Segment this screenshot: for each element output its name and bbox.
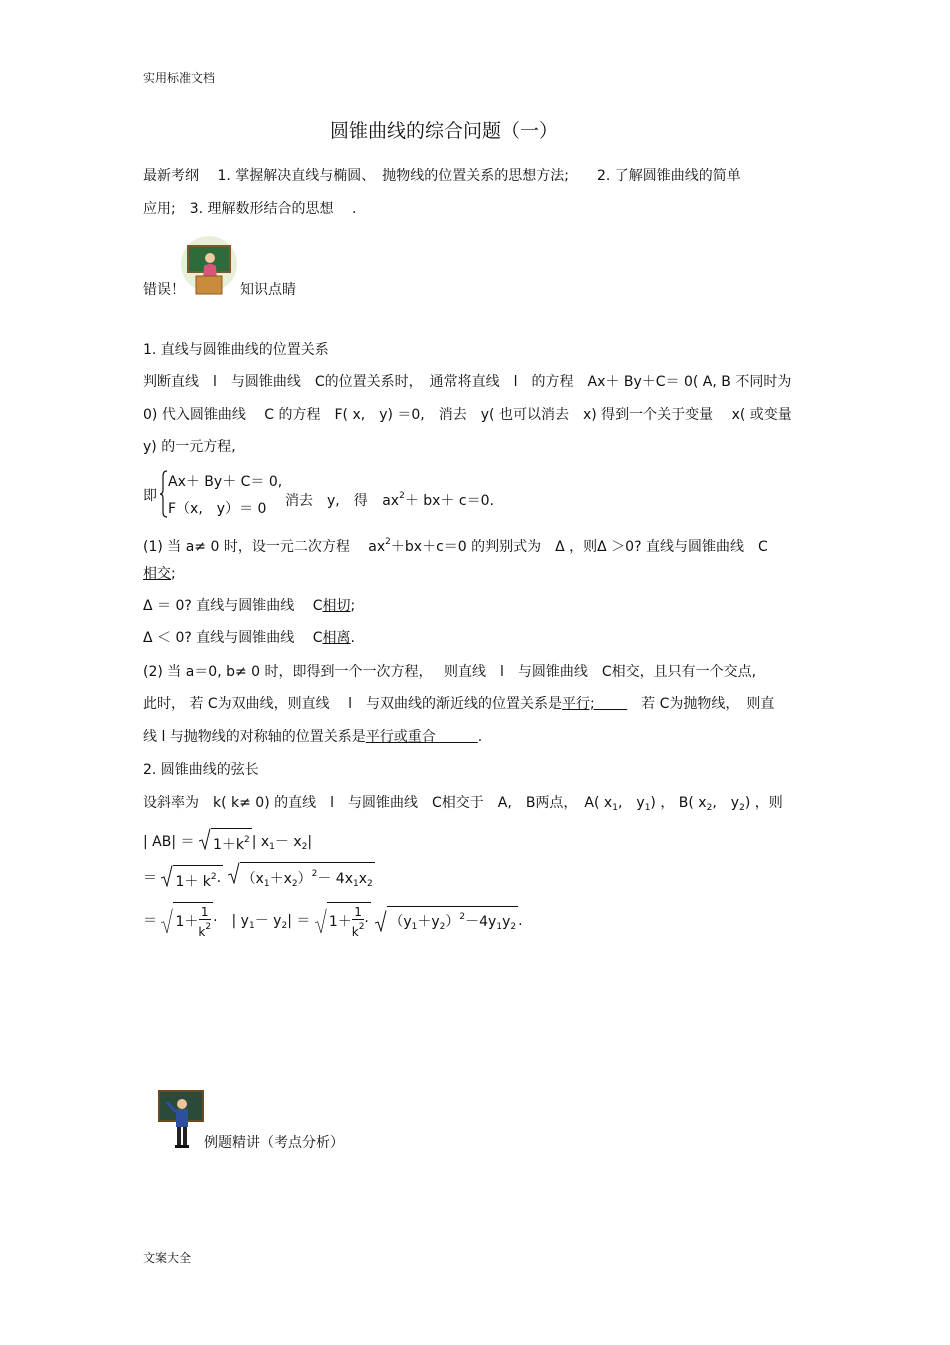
- lecturer-icon: [158, 1090, 204, 1150]
- f3-den2-k: k: [351, 924, 359, 939]
- f3-radical-3-body: [387, 906, 518, 937]
- section2-heading: 2. 圆锥曲线的弦长: [143, 762, 259, 778]
- knowledge-heading: 知识点睛: [240, 282, 296, 298]
- f1-radical: [199, 828, 252, 856]
- system-eq-2: F（x, y）＝ 0: [168, 501, 267, 517]
- f2-r2-sub1: 1: [263, 879, 270, 889]
- teacher-icon: [180, 236, 238, 296]
- outline-line-1: 最新考纲 1. 掌握解决直线与椭圆、 抛物线的位置关系的思想方法; 2. 了解圆锥曲线的简单: [143, 168, 741, 184]
- f3-frac2-den: [352, 920, 365, 939]
- case2-line: [143, 596, 355, 616]
- f2-r2-sup: 2: [311, 869, 318, 879]
- f2-r2a: （x: [241, 871, 264, 887]
- f3-one2: 1＋: [328, 913, 352, 930]
- f3-r3a: （y: [389, 913, 412, 930]
- example-heading: 例题精讲（考点分析）: [204, 1135, 344, 1151]
- f2-r2b: ＋x: [269, 871, 292, 887]
- f3-dot: ·: [364, 913, 369, 930]
- case2-part-a: Δ ＝ 0? 直线与圆锥曲线 C: [143, 598, 323, 614]
- f3-radical-1-body: [173, 902, 213, 940]
- case4-b-text: 此时， 若 C为双曲线，则直线 l 与双曲线的渐近线的位置关系是: [143, 696, 563, 712]
- f1-tail-a: | x: [251, 834, 270, 850]
- case4-b-answer: 平行;: [562, 696, 628, 712]
- case3-answer: 相离: [322, 630, 351, 646]
- f3-radical-2-body: [327, 902, 371, 940]
- s2p1-a: 设斜率为 k( k≠ 0) 的直线 l 与圆锥曲线 C相交于 A, B两点， A( x: [143, 795, 613, 811]
- chord-formula-3: [143, 902, 523, 944]
- f2-dot: ·: [216, 873, 222, 890]
- f3-r3e: y: [502, 913, 511, 930]
- case1-answer: 相交: [143, 566, 171, 582]
- f1-tail-c: |: [307, 834, 313, 850]
- s2p1-b: , y: [617, 795, 645, 811]
- f3-sub2: 2: [281, 921, 288, 931]
- case3-part-a: Δ ＜ 0? 直线与圆锥曲线 C: [143, 630, 323, 646]
- f3-frac2-num: 1: [354, 904, 362, 919]
- case3-tail: .: [350, 630, 355, 646]
- f2-r2d: － 4x: [317, 871, 354, 887]
- f3-sub1: 1: [248, 921, 255, 931]
- radical-sign-icon: [161, 902, 173, 940]
- f3-r3-sub1: 1: [411, 921, 418, 932]
- radical-sign-icon: [199, 828, 211, 850]
- case2-answer: 相切: [322, 598, 351, 614]
- f2-radical-1-body: [173, 865, 223, 893]
- ji-label: 即: [143, 488, 157, 504]
- case4-c-tail: .: [477, 729, 483, 745]
- f3-eq: ＝: [143, 913, 157, 929]
- case4-line-a: (2) 当 a＝0, b≠ 0 时，即得到一个一次方程， 则直线 l 与圆锥曲线 C相交，且只有一个交点,: [143, 664, 757, 680]
- chord-formula-1: [143, 828, 312, 858]
- f2-rad1-text: 1＋ k: [175, 873, 211, 890]
- f3-frac-1: [198, 905, 211, 939]
- case4-line-b: [143, 694, 774, 714]
- case1-part-b: ＋bx＋c＝0 的判别式为 Δ ，则Δ ＞0? 直线与圆锥曲线 C: [390, 539, 768, 555]
- f3-den2-sup: 2: [358, 921, 365, 932]
- section1-heading: 1. 直线与圆锥曲线的位置关系: [143, 342, 329, 358]
- case4-b-text2: 若 C为抛物线， 则直: [627, 696, 775, 712]
- f1-radical-body: [211, 828, 252, 856]
- case4-line-c: [143, 727, 482, 747]
- section2-p1: [143, 793, 783, 818]
- section1-p2: 0) 代入圆锥曲线 C 的方程 F( x, y) ＝0, 消去 y( 也可以消去 x) 得到一个关于变量 x( 或变量: [143, 407, 792, 423]
- f2-radical-1: [161, 865, 223, 893]
- f2-r2-sub3: 1: [353, 879, 359, 889]
- f3-r3c: ）: [445, 913, 460, 930]
- f3-frac-num: 1: [200, 904, 209, 919]
- page-title: 圆锥曲线的综合问题（一）: [330, 120, 559, 142]
- s2p1-sub3: 2: [706, 803, 713, 813]
- case4-c-text: 线 l 与抛物线的对称轴的位置关系是: [143, 729, 366, 745]
- f3-r3b: ＋y: [417, 913, 440, 930]
- f1-sub1: 1: [269, 842, 275, 852]
- case1-tail: ;: [171, 566, 176, 582]
- f2-eq: ＝: [143, 870, 157, 887]
- section1-p3: y) 的一元方程,: [143, 439, 236, 455]
- knowledge-error-label: 错误！: [143, 282, 185, 298]
- eliminate-label: 消去 y, 得: [285, 493, 368, 509]
- s2p1-sub2: 1: [644, 803, 651, 813]
- page-header: 实用标准文档: [143, 71, 216, 85]
- f3-frac-2: [352, 905, 365, 939]
- f1-sub2: 2: [301, 842, 308, 852]
- f2-r2e: x: [358, 871, 368, 887]
- f3-radical-3: [375, 906, 518, 937]
- f3-den-k: k: [198, 924, 206, 939]
- system-eq-1: Ax＋ By＋ C＝ 0,: [168, 474, 283, 490]
- f1-tail-b: － x: [274, 834, 302, 850]
- f2-r2c: ）: [297, 871, 312, 887]
- f1-rad-sup: 2: [243, 835, 250, 845]
- case1-result: [143, 564, 176, 584]
- eliminate-text: [285, 486, 494, 511]
- case1-part-a: (1) 当 a≠ 0 时，设一元二次方程 ax: [143, 539, 386, 555]
- f3-radical-1: [161, 902, 213, 940]
- radical-sign-icon: [315, 902, 327, 940]
- f3-r3d: －4y: [465, 913, 497, 930]
- f3-one: 1＋: [175, 913, 199, 930]
- f3-frac-den: [198, 920, 211, 939]
- f3-end: .: [518, 913, 523, 929]
- quad-sup: 2: [399, 491, 405, 501]
- f2-r2-sub4: 2: [367, 879, 373, 889]
- f3-radical-2: [315, 902, 371, 940]
- f3-den-sup: 2: [205, 921, 212, 932]
- f2-radical-2-body: [240, 862, 375, 895]
- s2p1-sub1: 1: [612, 803, 618, 813]
- f2-r2-sub2: 2: [291, 879, 298, 889]
- f1-lhs: | AB| ＝: [143, 834, 195, 850]
- case1-sup: 2: [385, 537, 391, 547]
- s2p1-d: , y: [712, 795, 740, 811]
- chord-formula-2: [143, 862, 375, 895]
- f3-mid-a: · | y: [213, 913, 249, 929]
- s2p1-e: ) ，则: [744, 795, 783, 811]
- quad-ax: ax: [382, 493, 400, 509]
- s2p1-sub4: 2: [739, 803, 745, 813]
- f3-mid-b: － y: [254, 913, 282, 929]
- quad-rest: ＋ bx＋ c＝0.: [404, 493, 494, 509]
- case4-c-answer: 平行或重合: [365, 729, 478, 745]
- radical-sign-icon: [375, 910, 387, 932]
- f3-mid-c: | ＝: [287, 913, 311, 929]
- outline-line-2: 应用; 3. 理解数形结合的思想 .: [143, 201, 357, 217]
- case3-line: [143, 628, 355, 648]
- case2-tail: ;: [350, 598, 356, 614]
- f3-r3-sub4: 2: [510, 921, 517, 932]
- page-footer: 文案大全: [143, 1251, 192, 1265]
- f1-rad-text: 1＋k: [212, 837, 244, 853]
- s2p1-c: ) ， B( x: [650, 795, 707, 811]
- f3-r3-sup: 2: [459, 911, 466, 922]
- case1-line: [143, 532, 768, 557]
- f3-r3-sub3: 1: [496, 921, 503, 932]
- f2-rad1-sup: 2: [210, 871, 217, 882]
- radical-sign-icon: [161, 865, 173, 887]
- left-brace: [160, 470, 168, 518]
- section1-p1: 判断直线 l 与圆锥曲线 C的位置关系时， 通常将直线 l 的方程 Ax＋ By＋C＝ 0( A, B 不同时为: [143, 374, 792, 390]
- f2-radical-2: [228, 862, 375, 895]
- radical-sign-icon: [228, 862, 240, 884]
- f3-r3-sub2: 2: [439, 921, 446, 932]
